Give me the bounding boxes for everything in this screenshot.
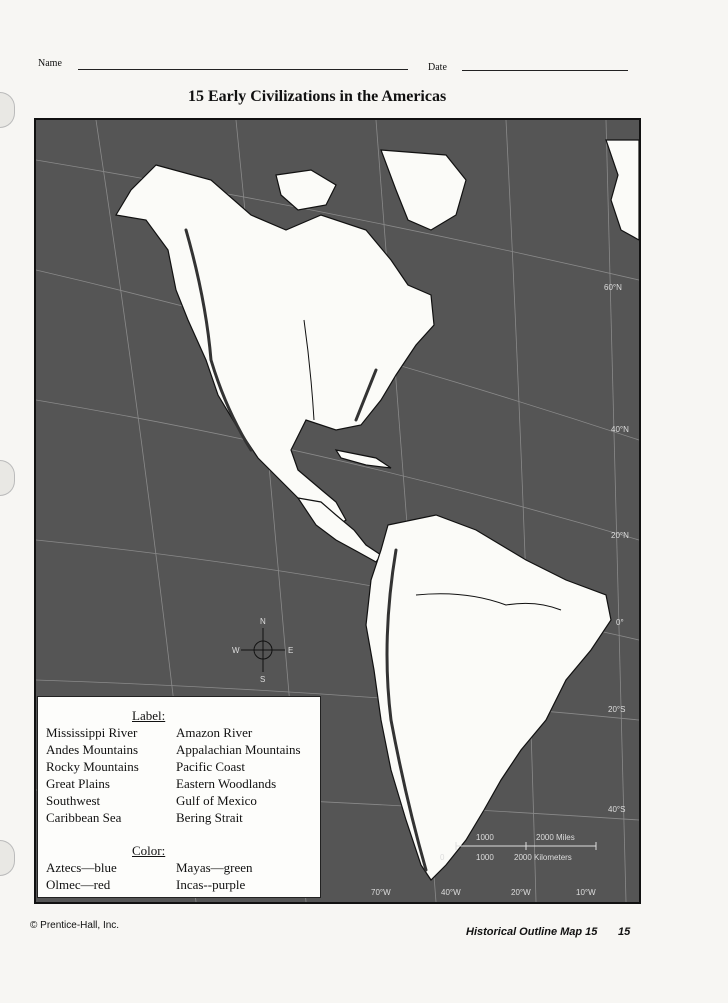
- series-title: Historical Outline Map 15: [466, 926, 598, 938]
- compass-s: S: [260, 675, 266, 684]
- scale-km-start: 1000: [476, 853, 494, 862]
- meridian-4: [506, 120, 536, 902]
- color-item: Olmec—red: [46, 877, 111, 892]
- label-item: Caribbean Sea: [46, 810, 122, 825]
- binder-hole-top: [0, 92, 15, 128]
- lat-label-20n: 20°N: [611, 531, 629, 540]
- binder-hole-bottom: [0, 840, 15, 876]
- lat-label-60n: 60°N: [604, 283, 622, 292]
- lon-label-10w: 10°W: [576, 888, 596, 897]
- label-heading: Label:: [132, 708, 166, 723]
- lat-label-40s: 40°S: [608, 805, 626, 814]
- page-number: 15: [618, 926, 631, 938]
- label-list-left: [46, 724, 139, 826]
- scale-miles-start: 1000: [476, 833, 494, 842]
- color-list-left: [46, 859, 117, 893]
- name-label: Name: [38, 58, 62, 69]
- scale-miles: 2000 Miles: [536, 833, 575, 842]
- copyright-text: © Prentice-Hall, Inc.: [30, 920, 120, 931]
- label-item: Great Plains: [46, 776, 110, 791]
- north-america: [116, 165, 434, 528]
- lat-label-40n: 40°N: [611, 425, 629, 434]
- compass-rose: [241, 628, 285, 672]
- label-item: Pacific Coast: [176, 759, 245, 774]
- color-item: Incas--purple: [176, 877, 246, 892]
- color-item: Aztecs—blue: [46, 860, 117, 875]
- lat-label-0: 0°: [616, 618, 624, 627]
- binder-hole-middle: [0, 460, 15, 496]
- lon-label-20w: 20°W: [511, 888, 531, 897]
- label-list-right: [176, 724, 301, 826]
- arctic-islands: [276, 170, 336, 210]
- compass-n: N: [260, 617, 266, 626]
- label-item: Appalachian Mountains: [176, 742, 301, 757]
- label-item: Rocky Mountains: [46, 759, 139, 774]
- meridian-5: [606, 120, 626, 902]
- label-item: Gulf of Mexico: [176, 793, 257, 808]
- label-item: Andes Mountains: [46, 742, 139, 757]
- compass-w: W: [232, 646, 240, 655]
- legend-box: [37, 696, 321, 898]
- compass-e: E: [288, 646, 294, 655]
- scale-km: 2000 Kilometers: [514, 853, 572, 862]
- page-title: 15 Early Civilizations in the Americas: [188, 88, 447, 105]
- label-item: Southwest: [46, 793, 101, 808]
- date-label: Date: [428, 62, 447, 73]
- scale-bar: [456, 842, 596, 850]
- lon-label-70w: 70°W: [371, 888, 391, 897]
- color-list-right: [176, 859, 253, 893]
- lon-label-40w: 40°W: [441, 888, 461, 897]
- label-item: Amazon River: [176, 725, 253, 740]
- label-item: Eastern Woodlands: [176, 776, 277, 791]
- south-america: [366, 515, 611, 880]
- scale-zero: 0: [440, 853, 445, 862]
- color-heading: Color:: [132, 843, 166, 858]
- lat-label-20s: 20°S: [608, 705, 626, 714]
- cuba: [336, 450, 391, 468]
- label-item: Mississippi River: [46, 725, 138, 740]
- color-item: Mayas—green: [176, 860, 253, 875]
- name-line[interactable]: [78, 69, 408, 70]
- date-line[interactable]: [462, 70, 628, 71]
- europe-fragment: [606, 140, 639, 240]
- label-item: Bering Strait: [176, 810, 243, 825]
- greenland: [381, 150, 466, 230]
